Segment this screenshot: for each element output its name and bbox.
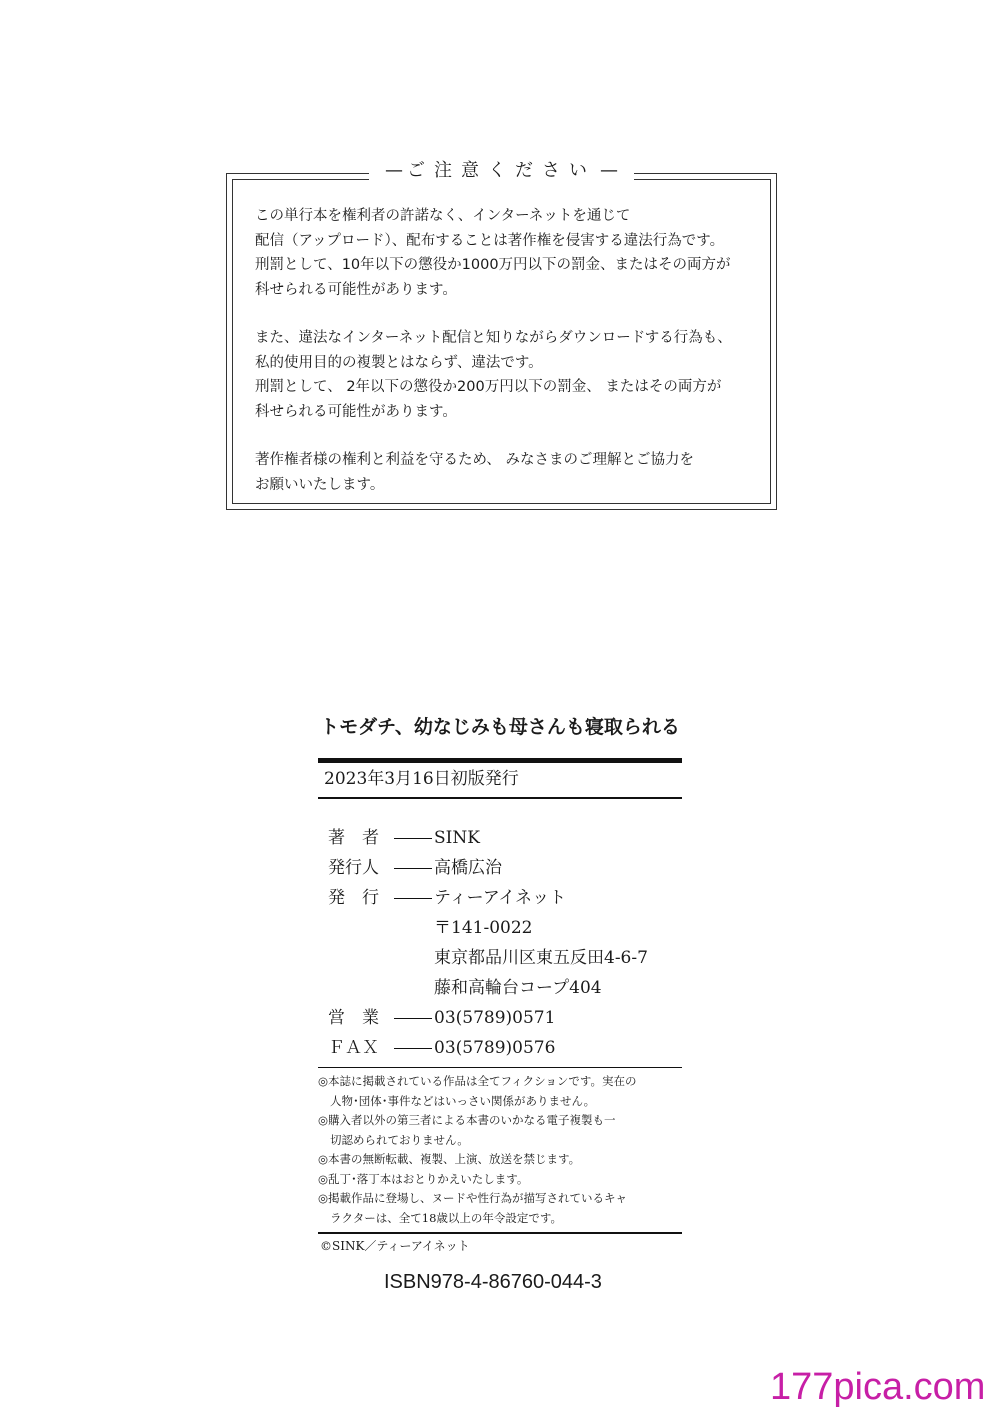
publisher-value: ティーアイネット [434,887,567,908]
note-line: ◎乱丁･落丁本はおとりかえいたします。 [318,1171,529,1186]
notice-paragraph [255,448,766,497]
sales-label: 営 業 [328,1007,379,1028]
author-label: 著 者 [328,827,379,848]
note-line: ラクターは、全て18歳以上の年令設定です。 [330,1210,562,1225]
fax-value: 03(5789)0576 [434,1037,556,1058]
notice-line: また、違法なインターネット配信と知りながらダウンロードする行為も、 [255,330,732,346]
note-line: ◎本書の無断転載、複製、上演、放送を禁じます。 [318,1152,581,1166]
fax-label: ＦＡＸ [328,1037,379,1058]
isbn: ISBN978-4-86760-044-3 [384,1271,602,1293]
notice-line: 刑罰として、 2年以下の懲役か200万円以下の罰金、 またはその両方が [255,379,722,395]
notice-line: 配信（アップロード）、配布することは著作権を侵害する違法行為です。 [255,232,725,249]
publisher-label: 発 行 [328,887,379,908]
notice-line: 科せられる可能性があります。 [255,403,457,420]
note-line: ◎掲載作品に登場し、ヌードや性行為が描写されているキャ [318,1191,628,1205]
date-rule [318,797,682,799]
notes-rule [318,1067,682,1069]
author-value: SINK [434,827,480,848]
notice-box [226,160,777,510]
notice-line: 刑罰として、10年以下の懲役か1000万円以下の罰金、またはその両方が [255,257,731,273]
title-rule [318,758,682,763]
publisher-person-row [328,853,682,883]
notice-line: 私的使用目的の複製とはならず、違法です。 [255,354,543,371]
sales-row [328,1003,682,1033]
dash-separator [392,1003,434,1033]
author-row [328,823,682,853]
note-line: ◎本誌に掲載されている作品は全てフィクションです。実在の [318,1074,637,1088]
notes-block [318,1072,682,1228]
notice-line: 科せられる可能性があります。 [255,281,457,298]
book-title: トモダチ、幼なじみも母さんも寝取られる [320,716,680,738]
notice-title: — ご注意ください — [369,160,634,182]
notice-paragraph [255,204,766,302]
notice-line: 著作権者様の権利と利益を守るため、 みなさまのご理解とご協力を [255,452,695,468]
postal-code: 〒141-0022 [434,917,533,938]
note-line: 人物･団体･事件などはいっさい関係がありません。 [330,1093,596,1108]
notice-body [255,204,766,521]
sales-phone: 03(5789)0571 [434,1007,556,1028]
publication-info [328,823,682,1063]
publisher-row [328,883,682,913]
dash-separator [392,883,434,913]
publisher-person-value: 高橋広治 [434,857,502,878]
publisher-person-label: 発行人 [328,857,379,878]
address-line-1: 東京都品川区東五反田4-6-7 [434,947,648,968]
notice-line: この単行本を権利者の許諾なく、インターネットを通じて [255,208,631,224]
copyright: ©SINK／ティーアイネット [320,1238,470,1253]
watermark: 177pica.com [770,1366,986,1408]
note-line: 切認められておりません。 [330,1132,469,1147]
dash-separator [392,853,434,883]
note-line: ◎購入者以外の第三者による本書のいかなる電子複製も一 [318,1113,616,1127]
dash-separator [392,823,434,853]
notice-paragraph [255,326,766,424]
address-line-2: 藤和高輪台コープ404 [434,977,602,998]
fax-row [328,1033,682,1063]
colophon [318,712,682,1258]
publication-date: 2023年3月16日初版発行 [324,769,519,789]
notice-line: お願いいたします。 [255,476,385,493]
dash-separator [392,1033,434,1063]
